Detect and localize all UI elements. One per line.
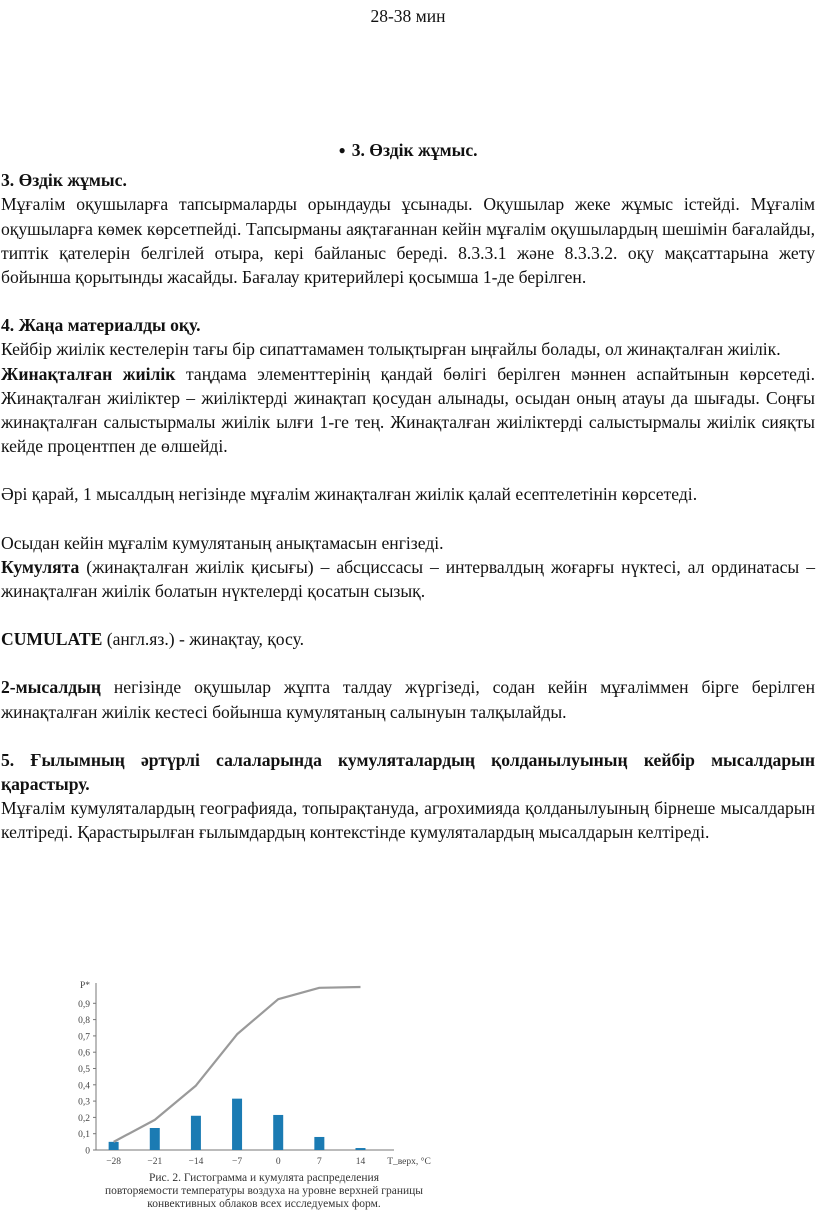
y-tick-label: 0,3 [78, 1097, 90, 1108]
histogram-bar [109, 1142, 119, 1150]
section-5-text: Мұғалім кумуляталардың географияда, топырақтануда, агрохимияда қолданылуының бірнеше мысалдарын келтіреді. Қарастырылған ғылымдардың контекстінде кумуляталардың мысалдарын келтіреді. [1, 798, 815, 843]
figure-caption [94, 1172, 434, 1211]
caption-line-3: конвективных облаков всех исследуемых форм. [147, 1198, 381, 1210]
histogram-bar [273, 1115, 283, 1150]
term-cumulata: Кумулята [1, 556, 80, 577]
y-tick-label: 0,9 [78, 999, 90, 1010]
y-tick-label: 0,8 [78, 1016, 90, 1027]
term-example-2: 2-мысалдың [1, 677, 101, 698]
cumulate-translation-text: (англ.яз.) - жинақтау, қосу. [102, 629, 305, 650]
x-tick-label: −28 [106, 1157, 122, 1167]
document-body [1, 138, 815, 845]
histogram-bar [355, 1148, 365, 1150]
histogram-figure [54, 975, 434, 1215]
histogram-bar [150, 1128, 160, 1150]
section-5-heading: 5. Ғылымның әртүрлі салаларында кумуляталардың қолданылуының кейбір мысалдарын қарастыру. [1, 749, 815, 795]
x-tick-label: 14 [355, 1157, 366, 1167]
y-tick-label: 0,4 [78, 1081, 90, 1092]
section-3-text: Мұғалім оқушыларға тапсырмаларды орындауды ұсынады. Оқушылар жеке жұмыс істейді. Мұғалім оқушыларға көмек көрсетпейді. Тапсырманы аяқтағаннан кейін мұғалім оқушылардың шешімін бағалайды, типтік қателерін белгілей отыра, кері байланыс береді. 8.3.3.1 және 8.3.3.2. оқу мақсаттарына жету бойынша қорытынды жасайды. Бағалау критерийлері қосымша 1-де берілген. [1, 194, 815, 288]
bullet-title-text: 3. Өздік жұмыс. [351, 140, 478, 160]
y-tick-label: 0,7 [78, 1032, 90, 1043]
example-2-desc: негізінде оқушылар жұпта талдау жүргізеді, содан кейін мұғаліммен бірге берілген жинақталған жиілік кестесі бойынша кумулятаның салынуын талқылайды. [1, 677, 815, 722]
cumulata-intro: Осыдан кейін мұғалім кумулятаның анықтамасын енгізеді. [1, 532, 444, 553]
y-tick-label: 0 [85, 1146, 90, 1157]
histogram-bar [314, 1137, 324, 1150]
bullet-title [1, 138, 815, 162]
x-tick-label: −7 [232, 1157, 243, 1167]
y-axis-label: P* [79, 981, 90, 991]
y-tick-label: 0,1 [78, 1130, 90, 1141]
time-header: 28-38 мин [370, 6, 446, 26]
y-tick-label: 0,6 [78, 1048, 90, 1059]
example-2-text [1, 675, 815, 723]
x-axis-label: T_верх, °C [387, 1157, 431, 1167]
y-tick-label: 0,5 [78, 1065, 90, 1075]
cumulata-definition-text: (жинақталған жиілік қисығы) – абсциссасы – интервалдың жоғарғы нүктесі, ал ординатасы – жинақталған жиілік болатын нүктелерді қосатын сызық. [1, 556, 815, 602]
x-tick-label: 7 [316, 1157, 322, 1167]
histogram-bar [232, 1099, 242, 1150]
term-cumulative-frequency: Жинақталған жиілік [1, 363, 176, 384]
definition-text: таңдама элементтерінің қандай бөлігі берілген мәннен аспайтынын көрсетеді. Жинақталған жиіліктер – жиіліктерді жинақтап қосудан алынады, осыдан оның атауы да шығады. Соңғы жинақталған салыстырмалы жиілік ылғи 1-ге тең. Жинақталған жиіліктерді салыстырмалы жиілік сияқты кейде процентпен де өлшейді. [1, 363, 815, 457]
example-1-text: Әрі қарай, 1 мысалдың негізінде мұғалім жинақталған жиілік қалай есептелетінін көрсетеді. [1, 484, 698, 505]
x-tick-label: 0 [275, 1157, 281, 1167]
caption-line-2: повторяемости температуры воздуха на уровне верхней границы [104, 1185, 424, 1197]
y-tick-label: 0,2 [78, 1113, 90, 1124]
histogram-cumulata-chart [54, 975, 434, 1175]
cumulate-translation [1, 627, 815, 651]
caption-line-1: Рис. 2. Гистограмма и кумулята распределения [149, 1172, 379, 1184]
section-4-text: Кейбір жиілік кестелерін тағы бір сипаттамамен толықтырған ыңғайлы болады, ол жинақталған жиілік. [1, 339, 781, 360]
x-tick-label: −14 [188, 1157, 204, 1167]
x-tick-label: −21 [147, 1157, 163, 1167]
section-4-heading: 4. Жаңа материалды оқу. [1, 315, 201, 336]
histogram-bar [191, 1116, 201, 1150]
term-cumulate: CUMULATE [1, 629, 103, 650]
section-3-heading: 3. Өздік жұмыс. [1, 170, 127, 191]
section-4-definition [1, 362, 815, 459]
bullet-icon: ● [338, 143, 346, 157]
cumulata-definition [1, 555, 815, 603]
